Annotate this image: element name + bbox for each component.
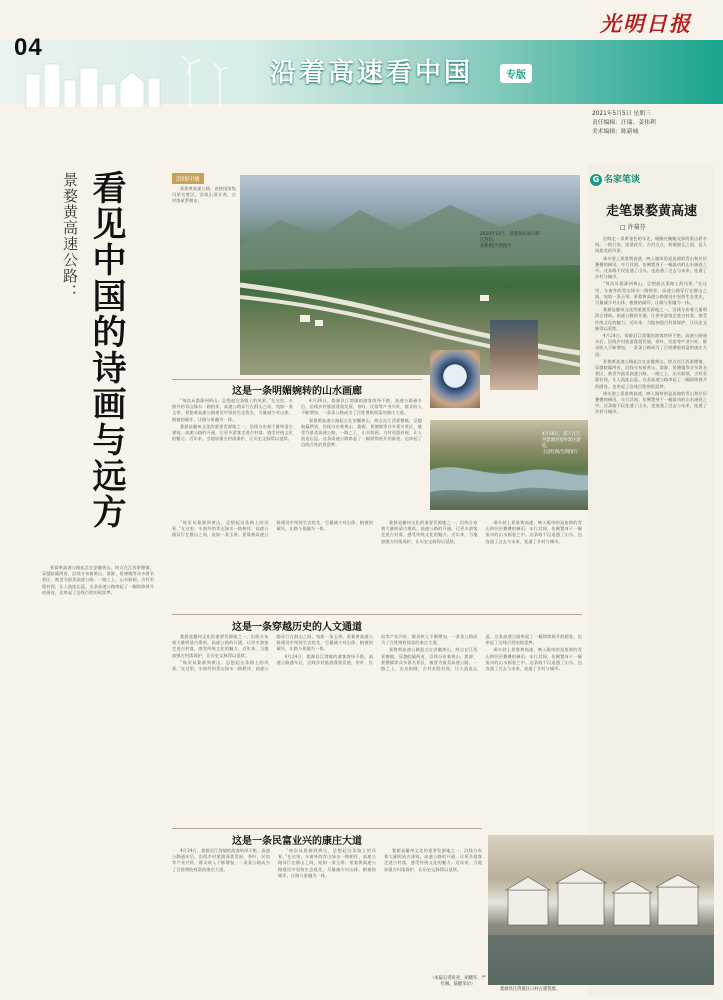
article-2-body <box>172 634 582 824</box>
article-3-body <box>172 848 482 974</box>
article-1-text-4: 景婺黄高速公路起点在安徽黄山，终点在江西景德镇，穿越皖赣两省，沿线分布着黄山、婺源、景德镇等众多著名景区，被誉为最美高速公路。一路之上，山水如画，古村若隐若现，让人流连忘返。这条高速公路串起了一幅徐徐展开的画卷，也串起了沿线百姓的致富梦。 <box>301 417 422 448</box>
main-headline: 看见中国的诗画与远方 <box>86 170 126 530</box>
column-logo-icon: G <box>590 174 602 186</box>
edition-info <box>592 110 656 137</box>
sub-headline: 景婺黄高速公路： <box>61 172 79 300</box>
newspaper-masthead: 光明日报 <box>600 11 692 36</box>
yanxian-box <box>172 186 236 206</box>
reporter-credit: （本报记者张亮、胡晓军、严红枫、陆健采访） <box>430 976 486 987</box>
article-2-text-5: 乘车驶上景婺黄高速，映入眼帘的是连绵的青山和层层叠叠的梯田。车行其间，仿佛置身于一幅流动的山水画卷之中。这条路不仅连通了山水，也连通了过去与未来，连通了乡村与城市。 <box>485 647 582 672</box>
article-3-text-3: 婺源是徽州文化的重要发源地之一，沿线分布着大量明清古建筑。高速公路的开通，让更多游客走进古村落，感受传统文化的魅力。近年来，当地加强古村落保护，让历史文脉得以延续。 <box>384 848 482 872</box>
article-2-text-3: 4月24日，婺源县江湾镇的游客络绎不绝。高速公路通车后，沿线乡村旅游蓬勃发展，茶叶、民宿等产业兴旺，群众收入不断增加，一条条公路成为了百姓增收致富的康庄大道。 <box>276 634 478 665</box>
opinion-author: □ 许菊芬 <box>620 224 646 231</box>
edition-date: 2021年5月5日 星期三 <box>592 111 651 117</box>
yanxian-label: 沿线印象 <box>172 173 204 184</box>
article-2-text: 婺源是徽州文化的重要发源地之一，沿线分布着大量明清古建筑。高速公路的开通，让更多游客走进古村落，感受传统文化的魅力。近年来，当地加强古村落保护，让历史文脉得以延续。 <box>172 634 269 658</box>
special-edition-tag: 专版 <box>500 64 532 83</box>
divider <box>172 828 482 829</box>
opinion-text-6: 景婺黄高速公路起点在安徽黄山，终点在江西景德镇，穿越皖赣两省，沿线分布着黄山、婺源、景德镇等众多著名景区，被誉为最美高速公路。一路之上，山水如画，古村若隐若现，让人流连忘返。这条高速公路串起了一幅徐徐展开的画卷，也串起了沿线百姓的致富梦。 <box>595 358 707 389</box>
left-column-text: 景婺黄高速公路起点在安徽黄山，终点在江西景德镇，穿越皖赣两省，沿线分布着黄山、婺源、景德镇等众多著名景区，被誉为最美高速公路。一路之上，山水如画，古村若隐若现，让人流连忘返。这条高速公路串起了一幅徐徐展开的画卷，也串起了沿线百姓的致富梦。 <box>42 565 154 595</box>
article-1-text-2: 婺源是徽州文化的重要发源地之一，沿线分布着大量明清古建筑。高速公路的开通，让更多游客走进古村落，感受传统文化的魅力。近年来，当地加强古村落保护，让历史文脉得以延续。 <box>172 423 293 442</box>
photographer-credit-2: 王国红摄/光明图片 <box>542 450 578 455</box>
designer-credit: 美术编辑：陈新城 <box>592 129 639 135</box>
column-name <box>590 172 640 186</box>
opinion-text-4: 婺源是徽州文化的重要发源地之一，沿线分布着大量明清古建筑。高速公路的开通，让更多游客走进古村落，感受传统文化的魅力。近年来，当地加强古村落保护，让历史文脉得以延续。 <box>595 307 707 331</box>
divider <box>172 379 422 380</box>
divider <box>172 614 582 615</box>
photographer-credit-1: 胡新摄/光明图片 <box>480 244 512 249</box>
opinion-text: 沿路走一条黄金色的东北，碰触在蜿蜒交界的景山碧水间。一路行来，油菜花开，古村点点，粉墙黛瓦之间，是人间最美的风景。 <box>595 236 707 254</box>
article-1-cont-text: “每次从婺源到黄山，总想起这条路上的风景。”在这里，车窗外的青山绿水一路相伴，高速公路穿行在群山之间，宛如一条玉带。景婺黄高速公路建设中坚持生态优先，尽量减少对山体、植被的破坏，让路与景融为一体。 <box>172 520 373 538</box>
article-1-text-3: 4月24日，婺源县江湾镇的游客络绎不绝。高速公路通车后，沿线乡村旅游蓬勃发展，茶叶、民宿等产业兴旺，群众收入不断增加，一条条公路成为了百姓增收致富的康庄大道。 <box>301 398 422 416</box>
article-1-title: 这是一条明媚婉转的山水画廊 <box>232 386 362 397</box>
opinion-text-5: 4月24日，婺源县江湾镇的游客络绎不绝。高速公路通车后，沿线乡村旅游蓬勃发展，茶叶、民宿等产业兴旺，群众收入不断增加，一条条公路成为了百姓增收致富的康庄大道。 <box>595 333 707 357</box>
village-photo <box>488 835 714 985</box>
main-photo-caption <box>480 232 540 250</box>
village-photo-caption: 婺源县江湾镇汪口村古建筑群。 <box>500 987 561 992</box>
article-1-cont-text-2: 婺源是徽州文化的重要发源地之一，沿线分布着大量明清古建筑。高速公路的开通，让更多游客走进古村落，感受传统文化的魅力。近年来，当地加强古村落保护，让历史文脉得以延续。 <box>381 520 478 544</box>
article-3-text-2: “每次从婺源到黄山，总想起这条路上的风景。”在这里，车窗外的青山绿水一路相伴，高速公路穿行在群山之间，宛如一条玉带。景婺黄高速公路建设中坚持生态优先，尽量减少对山体、植被的破坏，让路与景融为一体。 <box>278 848 376 878</box>
porcelain-photo <box>430 350 480 408</box>
artisan-photo <box>490 320 538 390</box>
city-skyline-illustration <box>20 50 260 108</box>
opinion-text-2: 乘车驶上景婺黄高速，映入眼帘的是连绵的青山和层层叠叠的梯田。车行其间，仿佛置身于一幅流动的山水画卷之中。这条路不仅连通了山水，也连通了过去与未来，连通了乡村与城市。 <box>595 255 707 280</box>
river-caption-text: 4月26日，游人在江西婺源县篁岭景区游览。 <box>542 432 581 449</box>
editor-credit: 责任编辑：汪瑞、姜伟利 <box>592 120 656 126</box>
article-3-text: 4月24日，婺源县江湾镇的游客络绎不绝。高速公路通车后，沿线乡村旅游蓬勃发展，茶叶、民宿等产业兴旺，群众收入不断增加，一条条公路成为了百姓增收致富的康庄大道。 <box>172 848 270 872</box>
opinion-text-3: “每次从婺源到黄山，总想起这条路上的风景。”在这里，车窗外的青山绿水一路相伴，高速公路穿行在群山之间，宛如一条玉带。景婺黄高速公路建设中坚持生态优先，尽量减少对山体、植被的破坏，让路与景融为一体。 <box>595 281 707 306</box>
section-title: 沿着高速看中国 <box>270 58 474 88</box>
yanxian-text: 景婺黄高速公路，连接国家级风景名胜区，沿线山清水秀，古村落星罗棋布。 <box>172 186 236 204</box>
opinion-text-7: 乘车驶上景婺黄高速，映入眼帘的是连绵的青山和层层叠叠的梯田。车行其间，仿佛置身于一幅流动的山水画卷之中。这条路不仅连通了山水，也连通了过去与未来，连通了乡村与城市。 <box>595 390 707 415</box>
river-photo-caption <box>542 432 584 456</box>
article-2-text-4: 景婺黄高速公路起点在安徽黄山，终点在江西景德镇，穿越皖赣两省，沿线分布着黄山、婺源、景德镇等众多著名景区，被誉为最美高速公路。一路之上，山水如画，古村若隐若现，让人流连忘返。这条高速公路串起了一幅徐徐展开的画卷，也串起了沿线百姓的致富梦。 <box>381 634 582 672</box>
opinion-title: 走笔景婺黄高速 <box>606 204 698 219</box>
opinion-body <box>595 236 707 826</box>
main-photo-caption-text: 2020年10月，景婺黄高速公路江西段。 <box>480 232 540 243</box>
article-2-title: 这是一条穿越历史的人文通道 <box>232 622 362 633</box>
article-2-text-2: “每次从婺源到黄山，总想起这条路上的风景。”在这里，车窗外的青山绿水一路相伴，高速公路穿行在群山之间，宛如一条玉带。景婺黄高速公路建设中坚持生态优先，尽量减少对山体、植被的破坏，让路与景融为一体。 <box>172 634 373 672</box>
article-1-continued <box>172 520 582 610</box>
column-name-text: 名家笔谈 <box>604 175 641 185</box>
article-3-title: 这是一条民富业兴的康庄大道 <box>232 836 362 847</box>
left-column-body <box>42 565 154 995</box>
page-number: 04 <box>14 34 43 61</box>
article-1-cont-text-3: 乘车驶上景婺黄高速，映入眼帘的是连绵的青山和层层叠叠的梯田。车行其间，仿佛置身于一幅流动的山水画卷之中。这条路不仅连通了山水，也连通了过去与未来，连通了乡村与城市。 <box>485 520 582 544</box>
article-1-text: “每次从婺源到黄山，总想起这条路上的风景。”在这里，车窗外的青山绿水一路相伴，高速公路穿行在群山之间，宛如一条玉带。景婺黄高速公路建设中坚持生态优先，尽量减少对山体、植被的破坏，让路与景融为一体。 <box>172 398 293 422</box>
